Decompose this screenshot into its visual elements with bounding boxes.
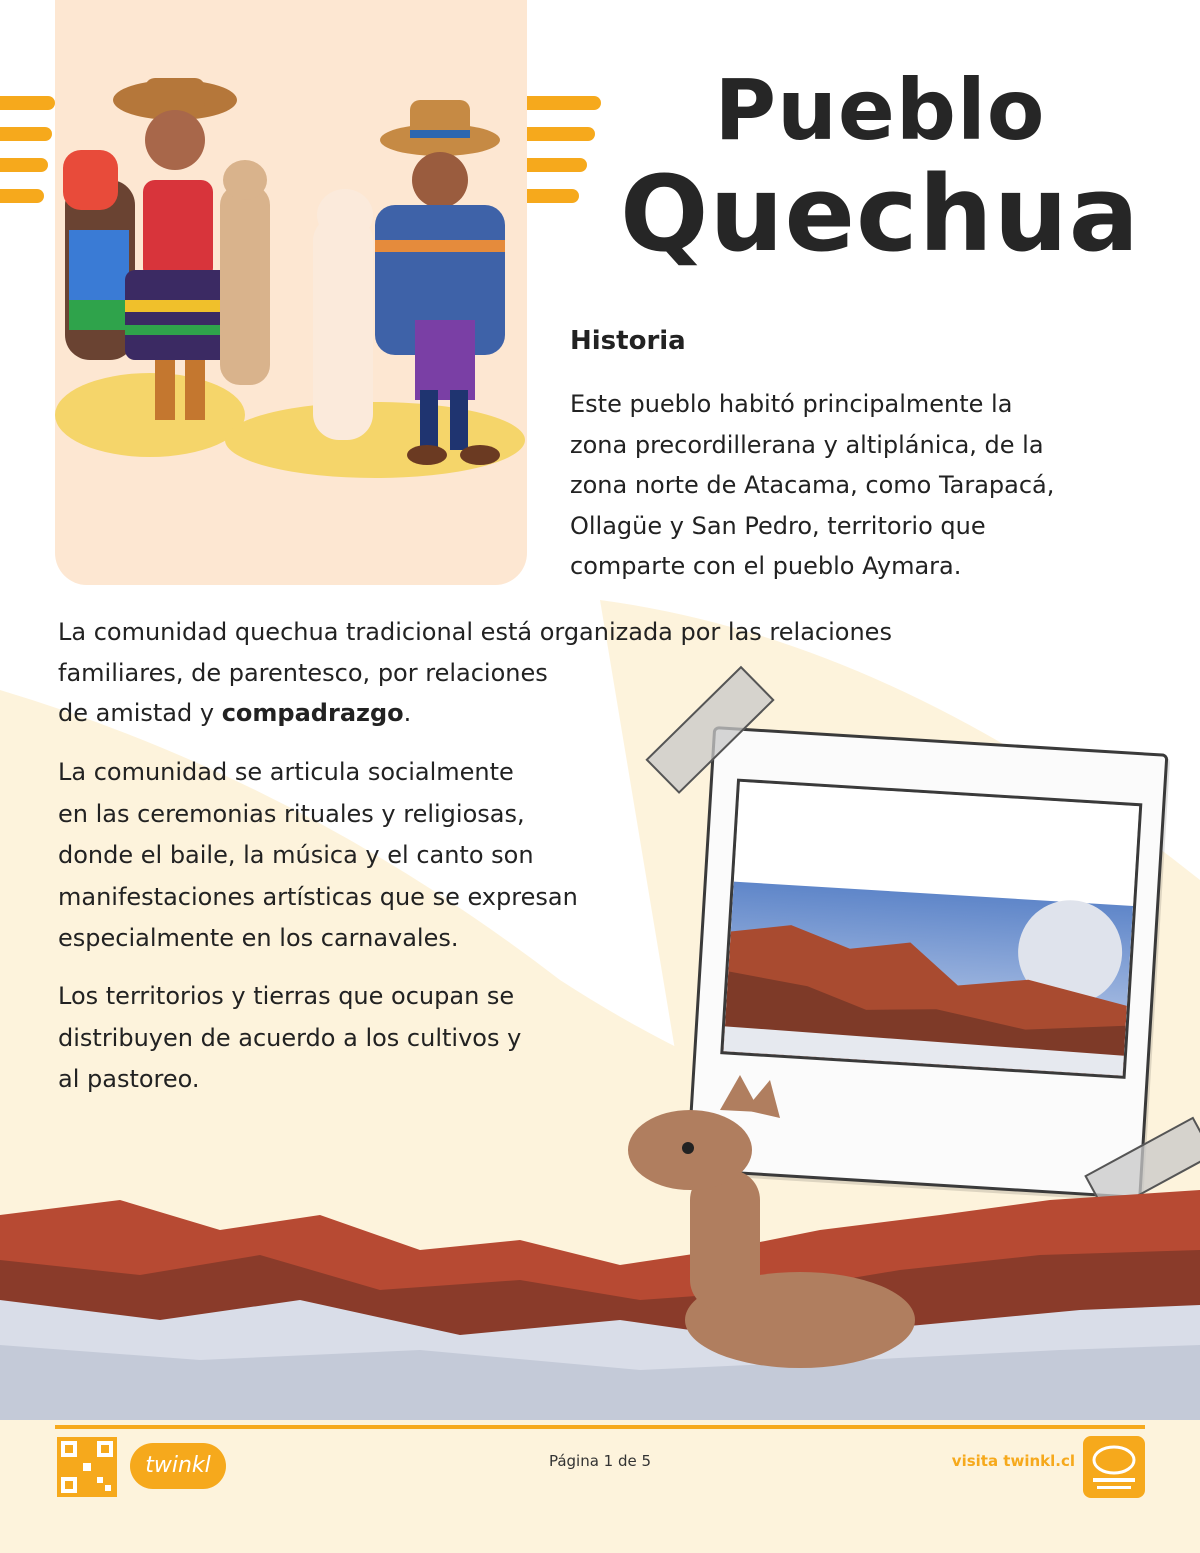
history-line: Este pueblo habitó principalmente la [570,390,1013,418]
paragraph-text: de amistad y [58,699,222,727]
page-title [600,61,1160,275]
paragraph-line: La comunidad se articula socialmente [58,758,514,786]
title-line-2: Quechua [620,153,1140,275]
twinkl-logo-icon[interactable]: twinkl [130,1443,226,1489]
paragraph-line: familiares, de parentesco, por relaciones [58,658,548,687]
decor-stripes-left [0,96,55,220]
paragraph-line: distribuyen de acuerdo a los cultivos y [58,1023,522,1052]
paragraph-ceremonies [58,752,658,960]
page-number: Página 1 de 5 [548,1452,652,1470]
paragraph-line: en las ceremonias rituales y religiosas, [58,799,525,828]
polaroid-frame [686,726,1168,1199]
illustration-card [55,0,527,585]
history-heading: Historia [570,326,686,356]
landscape-illustration [723,782,1139,1076]
footer-divider [55,1425,1145,1429]
landscape-photo [720,779,1142,1079]
paragraph-text: . [403,699,412,727]
history-line: zona norte de Atacama, como Tarapacá, [570,471,1055,499]
qr-code-icon[interactable] [57,1437,117,1497]
decor-stripes-right [527,96,601,220]
history-text [570,384,1130,587]
history-line: comparte con el pueblo Aymara. [570,552,962,580]
paragraph-line: Los territorios y tierras que ocupan se [58,982,515,1010]
paragraph-territories [58,976,658,1101]
polaroid-photo [685,686,1185,1214]
paragraph-line: especialmente en los carnavales. [58,924,459,952]
bold-term: compadrazgo [221,699,404,727]
people-illustration [55,0,527,585]
quality-badge-icon [1083,1436,1145,1498]
paragraph-line: La comunidad quechua tradicional está organizada por las relaciones [58,618,892,646]
history-line: Ollagüe y San Pedro, territorio que [570,511,986,540]
paragraph-line: al pastoreo. [58,1065,200,1093]
title-line-1: Pueblo [714,61,1046,159]
paragraph-line: donde el baile, la música y el canto son [58,841,534,869]
history-line: zona precordillerana y altiplánica, de la [570,430,1044,459]
visit-link[interactable]: visita twinkl.cl [951,1452,1075,1470]
paragraph-line: manifestaciones artísticas que se expresan [58,882,578,911]
